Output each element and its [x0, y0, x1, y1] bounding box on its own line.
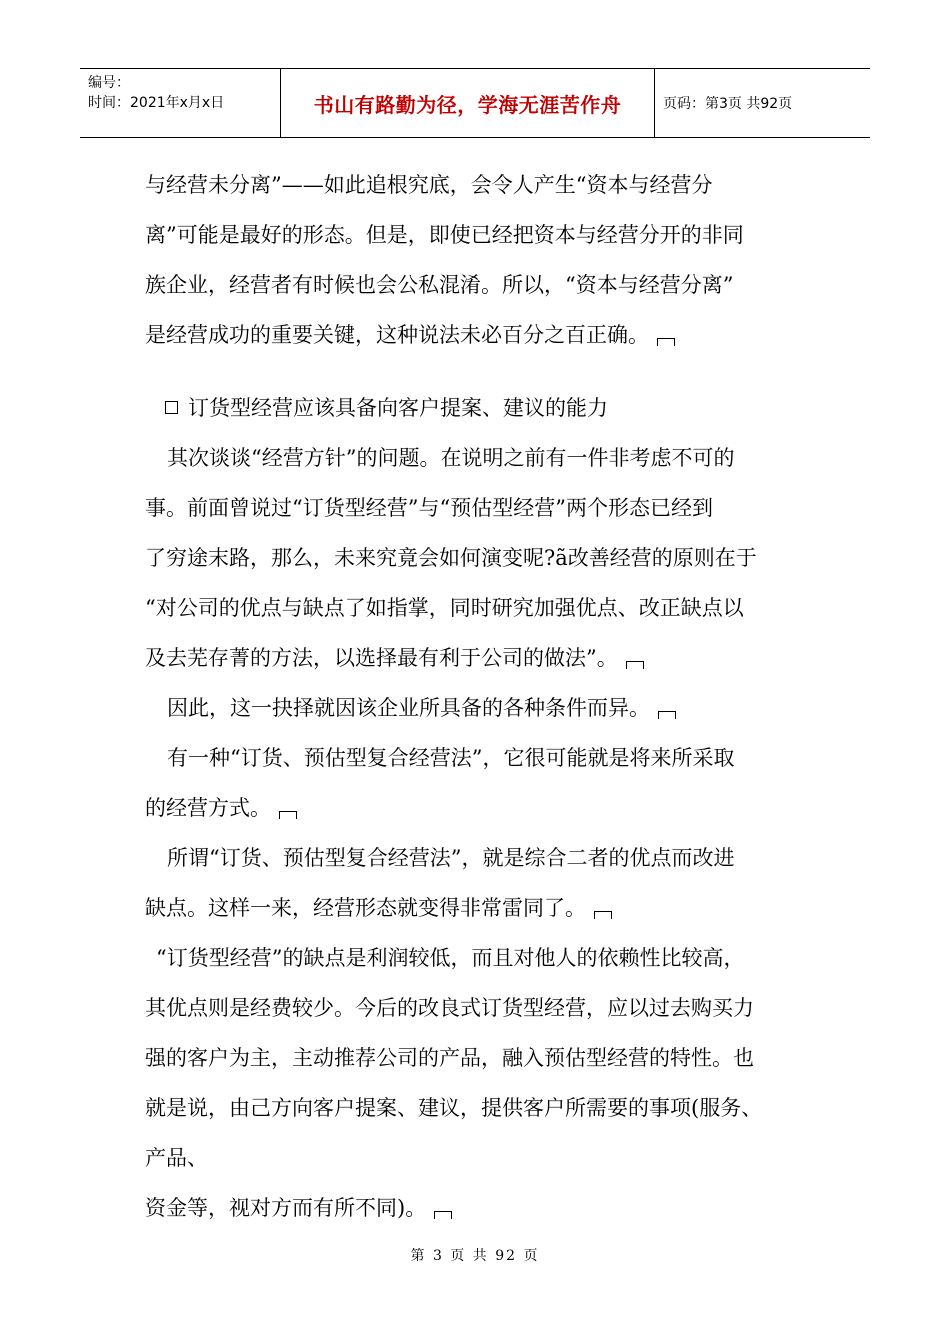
- body-line: 因此，这一抉择就因该企业所具备的各种条件而异。: [167, 693, 676, 723]
- paragraph-mark-icon: [434, 1211, 452, 1219]
- footer-page-number: 第 3 页 共 92 页: [410, 1248, 540, 1264]
- body-line: “对公司的优点与缺点了如指掌，同时研究加强优点、改正缺点以: [145, 596, 744, 620]
- body-line: 及去芜存菁的方法，以选择最有利于公司的做法”。: [145, 643, 644, 673]
- page-header: [80, 68, 870, 138]
- header-motto: 书山有路勤为径，学海无涯苦作舟: [313, 92, 622, 117]
- body-line: 的经营方式。: [145, 793, 297, 823]
- body-line: 与经营未分离”——如此追根究底，会令人产生“资本与经营分: [145, 173, 713, 197]
- body-line: 所谓“订货、预估型复合经营法”，就是综合二者的优点而改进: [167, 846, 735, 870]
- header-page-info-cell: [655, 69, 870, 137]
- checkbox-square-icon: [165, 401, 178, 414]
- paragraph-mark-icon: [657, 338, 675, 346]
- paragraph-mark-icon: [594, 911, 612, 919]
- body-line: 就是说，由己方向客户提案、建议，提供客户所需要的事项(服务、: [145, 1096, 763, 1120]
- body-line: 离”可能是最好的形态。但是，即使已经把资本与经营分开的非同: [145, 223, 744, 247]
- paragraph-mark-icon: [658, 711, 676, 719]
- body-line: “订货型经营”的缺点是利润较低，而且对他人的依赖性比较高，: [156, 946, 745, 970]
- body-line: 缺点。这样一来，经营形态就变得非常雷同了。: [145, 893, 612, 923]
- body-line: 产品、: [145, 1146, 208, 1170]
- body-line: 族企业，经营者有时候也会公私混淆。所以，“资本与经营分离”: [145, 273, 734, 297]
- document-number-label: 编号：: [88, 75, 130, 91]
- body-line: 了穷途末路，那么，未来究竟会如何演变呢?ã改善经营的原则在于: [145, 546, 757, 570]
- header-motto-cell: [280, 69, 655, 137]
- body-line: 事。前面曾说过“订货型经营”与“预估型经营”两个形态已经到: [145, 496, 713, 520]
- header-meta: [80, 69, 280, 137]
- section-heading: 订货型经营应该具备向客户提案、建议的能力: [165, 393, 608, 423]
- body-line: 有一种“订货、预估型复合经营法”，它很可能就是将来所采取: [167, 746, 735, 770]
- document-time: 时间：2021年x月x日: [88, 95, 225, 111]
- page-footer: [0, 1245, 950, 1265]
- body-line: 资金等，视对方而有所不同)。: [145, 1193, 452, 1223]
- body-line: 其次谈谈“经营方针”的问题。在说明之前有一件非考虑不可的: [167, 446, 735, 470]
- paragraph-mark-icon: [626, 661, 644, 669]
- header-page-info: 页码：第3页 共92页: [663, 96, 793, 112]
- body-line: 强的客户为主，主动推荐公司的产品，融入预估型经营的特性。也: [145, 1046, 754, 1070]
- body-line: 是经营成功的重要关键，这种说法未必百分之百正确。: [145, 320, 675, 350]
- body-line: 其优点则是经费较少。今后的改良式订货型经营，应以过去购买力: [145, 996, 754, 1020]
- paragraph-mark-icon: [279, 811, 297, 819]
